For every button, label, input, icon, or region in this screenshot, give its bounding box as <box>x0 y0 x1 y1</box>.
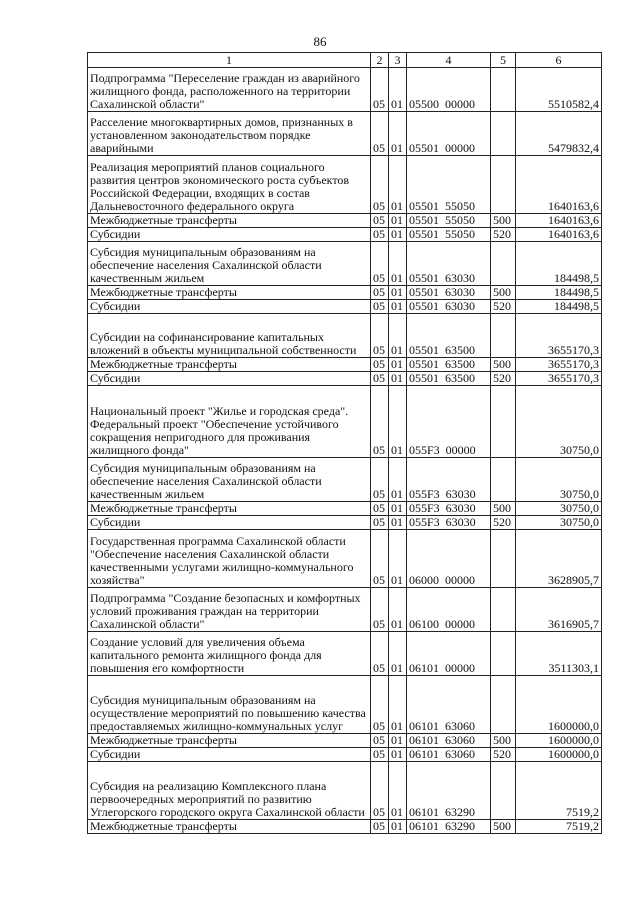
section-code: 05 <box>371 530 389 588</box>
page-number: 86 <box>313 34 327 49</box>
budget-table <box>87 52 602 834</box>
section-code: 05 <box>371 68 389 112</box>
section-code: 05 <box>371 214 389 228</box>
subsection-code: 01 <box>389 516 407 530</box>
target-article-code: 05501 63500 <box>407 372 491 386</box>
target-article-code: 055F3 63030 <box>407 458 491 502</box>
amount: 3655170,3 <box>516 372 602 386</box>
table-row <box>88 156 602 214</box>
subsection-code: 01 <box>389 588 407 632</box>
row-description: Создание условий для увеличения объема капитального ремонта жилищного фонда для повышения его комфортности <box>88 632 371 676</box>
row-description: Субсидия на реализацию Комплексного плана первоочередных мероприятий по развитию Углегорского городского округа Сахалинской области <box>88 762 371 820</box>
subsection-code: 01 <box>389 372 407 386</box>
amount: 30750,0 <box>516 458 602 502</box>
subsection-code: 01 <box>389 502 407 516</box>
target-article-code: 055F3 63030 <box>407 516 491 530</box>
section-code: 05 <box>371 314 389 358</box>
table-row <box>88 820 602 834</box>
expense-type-code: 520 <box>491 748 516 762</box>
col-header-6: 6 <box>516 53 602 68</box>
expense-type-code <box>491 632 516 676</box>
section-code: 05 <box>371 762 389 820</box>
expense-type-code <box>491 156 516 214</box>
amount: 3655170,3 <box>516 314 602 358</box>
target-article-code: 05500 00000 <box>407 68 491 112</box>
expense-type-code: 520 <box>491 516 516 530</box>
target-article-code: 05501 63500 <box>407 358 491 372</box>
row-description: Реализация мероприятий планов социального развития центров экономического роста субъектов Российской Федерации, входящих в состав Дальневосточного федерального округа <box>88 156 371 214</box>
row-description: Субсидии на софинансирование капитальных вложений в объекты муниципальной собственности <box>88 314 371 358</box>
section-code: 05 <box>371 386 389 458</box>
expense-type-code: 500 <box>491 214 516 228</box>
expense-type-code <box>491 762 516 820</box>
header-row <box>88 53 602 68</box>
table-row <box>88 516 602 530</box>
table-row <box>88 214 602 228</box>
table-row <box>88 358 602 372</box>
row-description: Подпрограмма "Переселение граждан из аварийного жилищного фонда, расположенного на территории Сахалинской области" <box>88 68 371 112</box>
amount: 30750,0 <box>516 502 602 516</box>
expense-type-code <box>491 530 516 588</box>
section-code: 05 <box>371 358 389 372</box>
expense-type-code: 500 <box>491 286 516 300</box>
amount: 184498,5 <box>516 286 602 300</box>
amount: 1640163,6 <box>516 156 602 214</box>
target-article-code: 05501 63500 <box>407 314 491 358</box>
subsection-code: 01 <box>389 300 407 314</box>
amount: 30750,0 <box>516 516 602 530</box>
target-article-code: 05501 55050 <box>407 156 491 214</box>
target-article-code: 05501 55050 <box>407 214 491 228</box>
table-row <box>88 68 602 112</box>
subsection-code: 01 <box>389 68 407 112</box>
row-description: Межбюджетные трансферты <box>88 502 371 516</box>
section-code: 05 <box>371 502 389 516</box>
table-row <box>88 588 602 632</box>
table-row <box>88 502 602 516</box>
amount: 1640163,6 <box>516 214 602 228</box>
row-description: Субсидии <box>88 300 371 314</box>
expense-type-code: 520 <box>491 300 516 314</box>
target-article-code: 06101 63290 <box>407 820 491 834</box>
row-description: Межбюджетные трансферты <box>88 734 371 748</box>
target-article-code: 06101 00000 <box>407 632 491 676</box>
table-row <box>88 458 602 502</box>
subsection-code: 01 <box>389 820 407 834</box>
table-row <box>88 762 602 820</box>
section-code: 05 <box>371 300 389 314</box>
amount: 3511303,1 <box>516 632 602 676</box>
section-code: 05 <box>371 676 389 734</box>
col-header-4: 4 <box>407 53 491 68</box>
amount: 7519,2 <box>516 820 602 834</box>
section-code: 05 <box>371 112 389 156</box>
expense-type-code <box>491 242 516 286</box>
expense-type-code <box>491 112 516 156</box>
expense-type-code <box>491 314 516 358</box>
row-description: Подпрограмма "Создание безопасных и комфортных условий проживания граждан на территории Сахалинской области" <box>88 588 371 632</box>
expense-type-code <box>491 676 516 734</box>
target-article-code: 06000 00000 <box>407 530 491 588</box>
row-description: Межбюджетные трансферты <box>88 286 371 300</box>
subsection-code: 01 <box>389 228 407 242</box>
table-row <box>88 242 602 286</box>
amount: 184498,5 <box>516 242 602 286</box>
row-description: Государственная программа Сахалинской области "Обеспечение населения Сахалинской области качественными услугами жилищно-коммунального хозяйства" <box>88 530 371 588</box>
table-row <box>88 112 602 156</box>
table-row <box>88 228 602 242</box>
expense-type-code: 500 <box>491 502 516 516</box>
target-article-code: 055F3 00000 <box>407 386 491 458</box>
amount: 1600000,0 <box>516 748 602 762</box>
subsection-code: 01 <box>389 286 407 300</box>
table-row <box>88 372 602 386</box>
row-description: Межбюджетные трансферты <box>88 820 371 834</box>
expense-type-code: 500 <box>491 358 516 372</box>
target-article-code: 05501 63030 <box>407 286 491 300</box>
subsection-code: 01 <box>389 748 407 762</box>
section-code: 05 <box>371 458 389 502</box>
table-row <box>88 632 602 676</box>
section-code: 05 <box>371 156 389 214</box>
target-article-code: 06100 00000 <box>407 588 491 632</box>
amount: 3628905,7 <box>516 530 602 588</box>
row-description: Субсидии <box>88 228 371 242</box>
section-code: 05 <box>371 820 389 834</box>
subsection-code: 01 <box>389 762 407 820</box>
expense-type-code <box>491 588 516 632</box>
section-code: 05 <box>371 242 389 286</box>
section-code: 05 <box>371 748 389 762</box>
col-header-5: 5 <box>491 53 516 68</box>
amount: 1640163,6 <box>516 228 602 242</box>
row-description: Субсидии <box>88 516 371 530</box>
row-description: Субсидия муниципальным образованиям на осуществление мероприятий по повышению качества предоставляемых жилищно-коммунальных услуг <box>88 676 371 734</box>
section-code: 05 <box>371 372 389 386</box>
expense-type-code <box>491 386 516 458</box>
target-article-code: 06101 63060 <box>407 676 491 734</box>
col-header-2: 2 <box>371 53 389 68</box>
row-description: Субсидии <box>88 748 371 762</box>
target-article-code: 06101 63290 <box>407 762 491 820</box>
expense-type-code <box>491 68 516 112</box>
subsection-code: 01 <box>389 458 407 502</box>
row-description: Национальный проект "Жилье и городская среда". Федеральный проект "Обеспечение устойчивого сокращения непригодного для проживания жилищного фонда" <box>88 386 371 458</box>
expense-type-code: 520 <box>491 228 516 242</box>
row-description: Субсидия муниципальным образованиям на обеспечение населения Сахалинской области качественным жильем <box>88 458 371 502</box>
row-description: Межбюджетные трансферты <box>88 358 371 372</box>
row-description: Субсидии <box>88 372 371 386</box>
section-code: 05 <box>371 286 389 300</box>
subsection-code: 01 <box>389 112 407 156</box>
amount: 30750,0 <box>516 386 602 458</box>
amount: 5510582,4 <box>516 68 602 112</box>
expense-type-code <box>491 458 516 502</box>
amount: 1600000,0 <box>516 734 602 748</box>
subsection-code: 01 <box>389 242 407 286</box>
subsection-code: 01 <box>389 358 407 372</box>
amount: 7519,2 <box>516 762 602 820</box>
table-row <box>88 748 602 762</box>
subsection-code: 01 <box>389 734 407 748</box>
table-row <box>88 676 602 734</box>
subsection-code: 01 <box>389 314 407 358</box>
subsection-code: 01 <box>389 632 407 676</box>
expense-type-code: 500 <box>491 734 516 748</box>
target-article-code: 05501 00000 <box>407 112 491 156</box>
amount: 5479832,4 <box>516 112 602 156</box>
subsection-code: 01 <box>389 386 407 458</box>
subsection-code: 01 <box>389 530 407 588</box>
amount: 184498,5 <box>516 300 602 314</box>
target-article-code: 06101 63060 <box>407 734 491 748</box>
subsection-code: 01 <box>389 156 407 214</box>
table-row <box>88 734 602 748</box>
target-article-code: 05501 63030 <box>407 300 491 314</box>
target-article-code: 06101 63060 <box>407 748 491 762</box>
table-row <box>88 386 602 458</box>
row-description: Межбюджетные трансферты <box>88 214 371 228</box>
amount: 3616905,7 <box>516 588 602 632</box>
target-article-code: 05501 55050 <box>407 228 491 242</box>
row-description: Расселение многоквартирных домов, признанных в установленном законодательством порядке аварийными <box>88 112 371 156</box>
expense-type-code: 520 <box>491 372 516 386</box>
section-code: 05 <box>371 516 389 530</box>
subsection-code: 01 <box>389 676 407 734</box>
table-row <box>88 530 602 588</box>
amount: 3655170,3 <box>516 358 602 372</box>
table-row <box>88 314 602 358</box>
table-row <box>88 286 602 300</box>
target-article-code: 055F3 63030 <box>407 502 491 516</box>
subsection-code: 01 <box>389 214 407 228</box>
target-article-code: 05501 63030 <box>407 242 491 286</box>
section-code: 05 <box>371 734 389 748</box>
section-code: 05 <box>371 632 389 676</box>
amount: 1600000,0 <box>516 676 602 734</box>
row-description: Субсидия муниципальным образованиям на обеспечение населения Сахалинской области качественным жильем <box>88 242 371 286</box>
table-row <box>88 300 602 314</box>
expense-type-code: 500 <box>491 820 516 834</box>
col-header-1: 1 <box>88 53 371 68</box>
col-header-3: 3 <box>389 53 407 68</box>
section-code: 05 <box>371 588 389 632</box>
section-code: 05 <box>371 228 389 242</box>
